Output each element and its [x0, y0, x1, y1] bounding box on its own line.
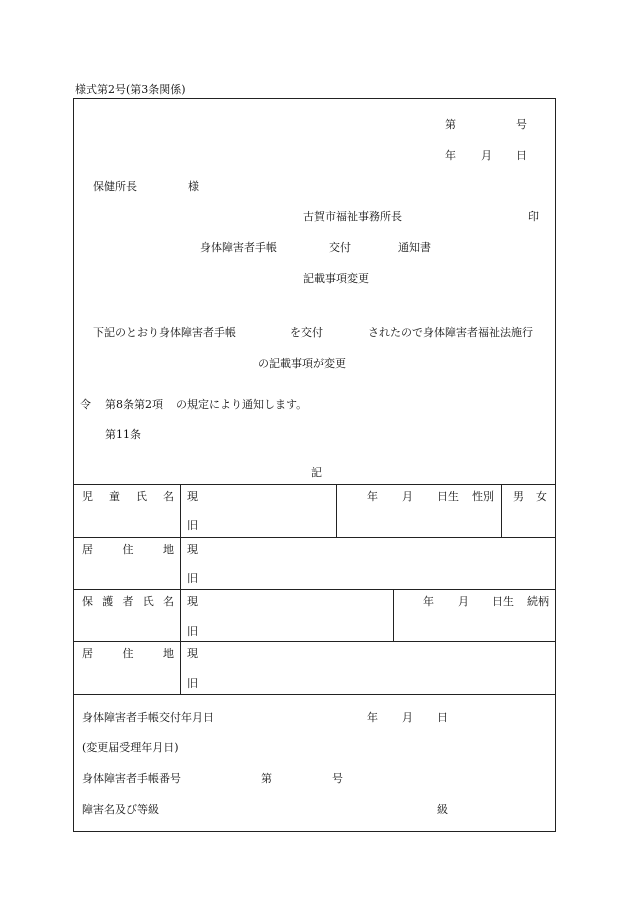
sex-label: 性別 — [472, 490, 494, 503]
child-name-former: 旧 — [187, 519, 198, 532]
sex-female: 女 — [536, 490, 547, 503]
body-line3-c: の規定により通知します。 — [176, 398, 308, 411]
number-suffix: 号 — [516, 118, 527, 131]
child-address-label: 居 住 地 — [82, 543, 174, 556]
table-rule — [73, 641, 556, 642]
child-name-current: 現 — [187, 490, 198, 503]
table-rule-top — [73, 484, 556, 485]
guardian-name-label: 保 護 者 氏 名 — [82, 595, 174, 608]
date-day: 日 — [516, 149, 527, 162]
child-birth-day: 日生 — [437, 490, 459, 503]
ki-mark: 記 — [311, 466, 322, 479]
table-divider — [336, 484, 337, 537]
issue-date-month: 月 — [402, 711, 413, 724]
table-rule-bottom — [73, 694, 556, 695]
change-date-label: (変更届受理年月日) — [82, 741, 179, 754]
child-birth-year: 年 — [367, 490, 378, 503]
title-issue: 交付 — [329, 241, 351, 254]
table-label-divider — [180, 484, 181, 694]
guardian-address-former: 旧 — [187, 677, 198, 690]
child-address-current: 現 — [187, 543, 198, 556]
addressee-honorific: 様 — [188, 180, 199, 193]
body-line3-b: 第8条第2項 — [105, 398, 163, 411]
body-line3-a: 令 — [80, 398, 91, 411]
title-handbook: 身体障害者手帳 — [200, 241, 277, 254]
guardian-name-former: 旧 — [187, 625, 198, 638]
title-change: 記載事項変更 — [303, 272, 369, 285]
handbook-number-label: 身体障害者手帳番号 — [82, 772, 181, 785]
table-divider — [501, 484, 502, 537]
seal-mark: 印 — [528, 210, 539, 223]
handbook-number-suffix: 号 — [332, 772, 343, 785]
guardian-birth-month: 月 — [458, 595, 469, 608]
date-month: 月 — [481, 149, 492, 162]
child-birth-month: 月 — [402, 490, 413, 503]
body-line1-c: されたので身体障害者福祉法施行 — [368, 326, 533, 339]
guardian-name-current: 現 — [187, 595, 198, 608]
handbook-number-prefix: 第 — [261, 772, 272, 785]
disability-grade: 級 — [437, 803, 448, 816]
guardian-address-label: 居 住 地 — [82, 647, 174, 660]
guardian-birth-day: 日生 — [492, 595, 514, 608]
date-year: 年 — [445, 149, 456, 162]
guardian-birth-year: 年 — [423, 595, 434, 608]
issue-date-day: 日 — [437, 711, 448, 724]
sex-male: 男 — [513, 490, 524, 503]
body-line1-b: を交付 — [290, 326, 323, 339]
body-line4: 第11条 — [105, 428, 141, 441]
child-address-former: 旧 — [187, 572, 198, 585]
sender: 古賀市福祉事務所長 — [303, 210, 402, 223]
form-number-label: 様式第2号(第3条関係) — [75, 83, 186, 96]
guardian-address-current: 現 — [187, 647, 198, 660]
addressee: 保健所長 — [93, 180, 137, 193]
table-rule — [73, 589, 556, 590]
body-line2: の記載事項が変更 — [258, 357, 346, 370]
body-line1-a: 下記のとおり身体障害者手帳 — [93, 326, 236, 339]
table-rule — [73, 537, 556, 538]
child-name-label: 児 童 氏 名 — [82, 490, 174, 503]
issue-date-label: 身体障害者手帳交付年月日 — [82, 711, 214, 724]
relation-label: 続柄 — [527, 595, 549, 608]
table-divider — [393, 589, 394, 641]
disability-label: 障害名及び等級 — [82, 803, 159, 816]
title-notice: 通知書 — [398, 241, 431, 254]
number-prefix: 第 — [445, 118, 456, 131]
issue-date-year: 年 — [367, 711, 378, 724]
